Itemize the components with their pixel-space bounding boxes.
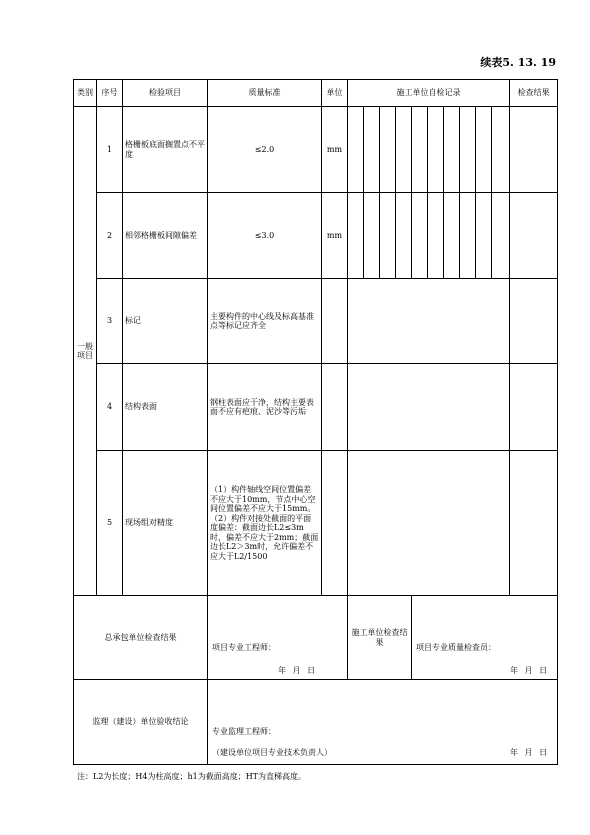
row-standard: （1）构件轴线空间位置偏差不应大于10mm，节点中心空间位置偏差不应大于15mm。 （2）构件对接处截面的平面度偏差：截面边长L2≤3m时，偏差不应大于2mm；截面边长L2＞3m时，允许偏差不应大于L2/1500 <box>208 451 322 596</box>
row-seq: 5 <box>97 451 123 596</box>
supervision-signature-cell[interactable] <box>208 680 558 765</box>
row-standard: 主要构件的中心线及标高基准点等标记应齐全 <box>208 279 322 364</box>
check-cell[interactable] <box>444 107 460 193</box>
check-cell[interactable] <box>364 107 380 193</box>
result-cell[interactable] <box>510 279 558 364</box>
category-cell: 一般 项目 <box>74 107 97 596</box>
table-row <box>74 451 558 596</box>
contractor-label-text: 施工单位检查结果 <box>351 628 408 647</box>
col-result-header: 检查结果 <box>510 80 558 107</box>
col-self-check-header: 施工单位自检记录 <box>348 80 510 107</box>
check-cell[interactable] <box>396 193 412 279</box>
row-unit <box>322 451 348 596</box>
row-seq: 2 <box>97 193 123 279</box>
supervision-date: 年 月 日 <box>510 748 550 757</box>
row-seq: 4 <box>97 364 123 451</box>
self-check-cell[interactable] <box>348 451 510 596</box>
row-unit <box>322 364 348 451</box>
row-unit <box>322 279 348 364</box>
result-cell[interactable] <box>510 193 558 279</box>
result-cell[interactable] <box>510 107 558 193</box>
col-seq-header: 序号 <box>97 80 123 107</box>
col-standard-header: 质量标准 <box>208 80 322 107</box>
gc-label-text: 总承包单位检查结果 <box>104 632 177 642</box>
contractor-date: 年 月 日 <box>510 666 550 675</box>
check-cell[interactable] <box>348 107 364 193</box>
inspection-table <box>73 79 558 765</box>
col-item-header: 检验项目 <box>123 80 208 107</box>
supervision-label-text: 监理（建设）单位验收结论 <box>92 717 189 727</box>
check-cell[interactable] <box>428 107 444 193</box>
continuation-title: 续表5. 13. 19 <box>480 56 556 69</box>
check-cell[interactable] <box>492 193 510 279</box>
table-row <box>74 193 558 279</box>
gc-label <box>74 596 208 680</box>
check-cell[interactable] <box>460 107 476 193</box>
gc-engineer-label: 项目专业工程师： <box>212 643 276 652</box>
row-unit: mm <box>322 107 348 193</box>
check-cell[interactable] <box>348 193 364 279</box>
row-item: 结构表面 <box>123 364 208 451</box>
row-seq: 3 <box>97 279 123 364</box>
row-item: 相邻格栅板间隙偏差 <box>123 193 208 279</box>
check-cell[interactable] <box>428 193 444 279</box>
check-cell[interactable] <box>396 107 412 193</box>
row-standard: ≤3.0 <box>208 193 322 279</box>
row-item: 标记 <box>123 279 208 364</box>
check-cell[interactable] <box>412 107 428 193</box>
table-row <box>74 364 558 451</box>
self-check-cell[interactable] <box>348 364 510 451</box>
check-cell[interactable] <box>476 193 492 279</box>
supervision-rep-label: （建设单位项目专业技术负责人） <box>212 748 332 757</box>
gc-signature-cell[interactable] <box>208 596 348 680</box>
footnote: 注：L2为长度；H4为柱高度；h1为截面高度；HT为直梯高度。 <box>77 772 307 781</box>
header-row <box>74 80 558 107</box>
self-check-cell[interactable] <box>348 279 510 364</box>
supervision-engineer-label: 专业监理工程师： <box>212 727 276 736</box>
supervision-label <box>74 680 208 765</box>
gc-date: 年 月 日 <box>278 666 318 675</box>
check-cell[interactable] <box>412 193 428 279</box>
check-cell[interactable] <box>364 193 380 279</box>
check-cell[interactable] <box>380 193 396 279</box>
row-item: 现场组对精度 <box>123 451 208 596</box>
table-row <box>74 107 558 193</box>
row-standard: ≤2.0 <box>208 107 322 193</box>
check-cell[interactable] <box>460 193 476 279</box>
table-row <box>74 279 558 364</box>
check-cell[interactable] <box>444 193 460 279</box>
row-standard: 钢柱表面应干净，结构主要表面不应有疤痕、泥沙等污垢 <box>208 364 322 451</box>
result-cell[interactable] <box>510 451 558 596</box>
check-cell[interactable] <box>380 107 396 193</box>
row-item: 格栅板底面搁置点不平度 <box>123 107 208 193</box>
signoff-row-contractors <box>74 596 558 680</box>
row-unit: mm <box>322 193 348 279</box>
signoff-row-supervision <box>74 680 558 765</box>
contractor-signature-cell[interactable] <box>412 596 558 680</box>
result-cell[interactable] <box>510 364 558 451</box>
row-seq: 1 <box>97 107 123 193</box>
contractor-inspector-label: 项目专业质量检查员： <box>416 643 496 652</box>
check-cell[interactable] <box>492 107 510 193</box>
col-category-header: 类别 <box>74 80 97 107</box>
contractor-label <box>348 596 412 680</box>
check-cell[interactable] <box>476 107 492 193</box>
col-unit-header: 单位 <box>322 80 348 107</box>
